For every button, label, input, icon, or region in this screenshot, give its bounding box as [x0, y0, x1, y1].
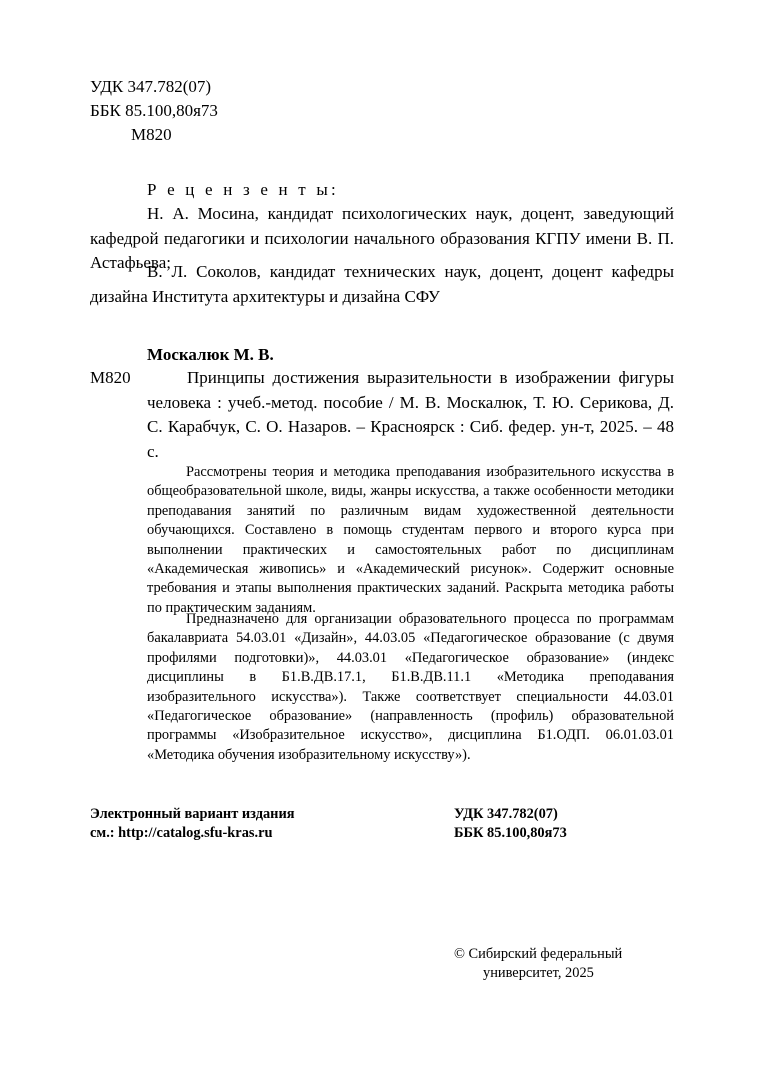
footer-udk: УДК 347.782(07)	[454, 806, 558, 822]
bbk-code: ББК 85.100,80я73	[90, 101, 218, 120]
udk-code: УДК 347.782(07)	[90, 77, 212, 96]
reviewer-2: В. Л. Соколов, кандидат технических наук, доцент, доцент кафедры дизайна Института архитектуры и дизайна СФУ	[90, 262, 674, 306]
reviewers-heading: Р е ц е н з е н т ы:	[147, 180, 339, 199]
abstract-paragraph-1: Рассмотрены теория и методика преподавания изобразительного искусства в общеобразовательной школе, виды, жанры искусства, а также особенности методики преподавания занятий по различным видам художественной деятельности обучающихся. Составлено в помощь студентам первого и второго курса при выполнении практических и самостоятельных работ по дисциплинам «Академическая живопись» и «Академический рисунок». Содержит основные требования и этапы выполнения практических заданий. Раскрыта методика работы по практическим заданиям.	[147, 464, 674, 616]
bibliography-description: Принципы достижения выразительности в изображении фигуры человека : учеб.-метод. пособие / М. В. Москалюк, Т. Ю. Серикова, Д. С. Карабчук, С. О. Назаров. – Красноярск : Сиб. федер. ун-т, 2025. – 48 с.	[147, 368, 674, 461]
reviewer-1: Н. А. Мосина, кандидат психологических наук, доцент, заведующий кафедрой педагогики и психологии начального образования КГПУ имени В. П. Астафьева;	[90, 204, 674, 272]
electronic-edition-url[interactable]: см.: http://catalog.sfu-kras.ru	[90, 825, 273, 841]
bibliography-author: Москалюк М. В.	[147, 345, 274, 364]
copyright-line-2: университет, 2025	[483, 965, 594, 981]
abstract-paragraph-2: Предназначено для организации образовательного процесса по программам бакалавриата 54.03.01 «Дизайн», 44.03.05 «Педагогическое образование (с двумя профилями подготовки)», 44.03.01 «Педагогическое образование» (индекс дисциплины в Б1.В.ДВ.17.1, Б1.В.ДВ.11.1 «Методика преподавания изобразительного искусства»). Также соответствует специальности 44.03.01 «Педагогическое образование» (направленность (профиль) образовательной программы «Изобразительное искусство», дисциплина Б1.ОДП. 06.01.03.01 «Методика обучения изобразительному искусству»).	[147, 611, 674, 763]
copyright-line-1: © Сибирский федеральный	[454, 946, 623, 962]
electronic-edition-label: Электронный вариант издания	[90, 806, 295, 822]
footer-bbk: ББК 85.100,80я73	[454, 825, 567, 841]
author-mark: М820	[131, 125, 172, 144]
bibliography-mark: М820	[90, 368, 131, 387]
